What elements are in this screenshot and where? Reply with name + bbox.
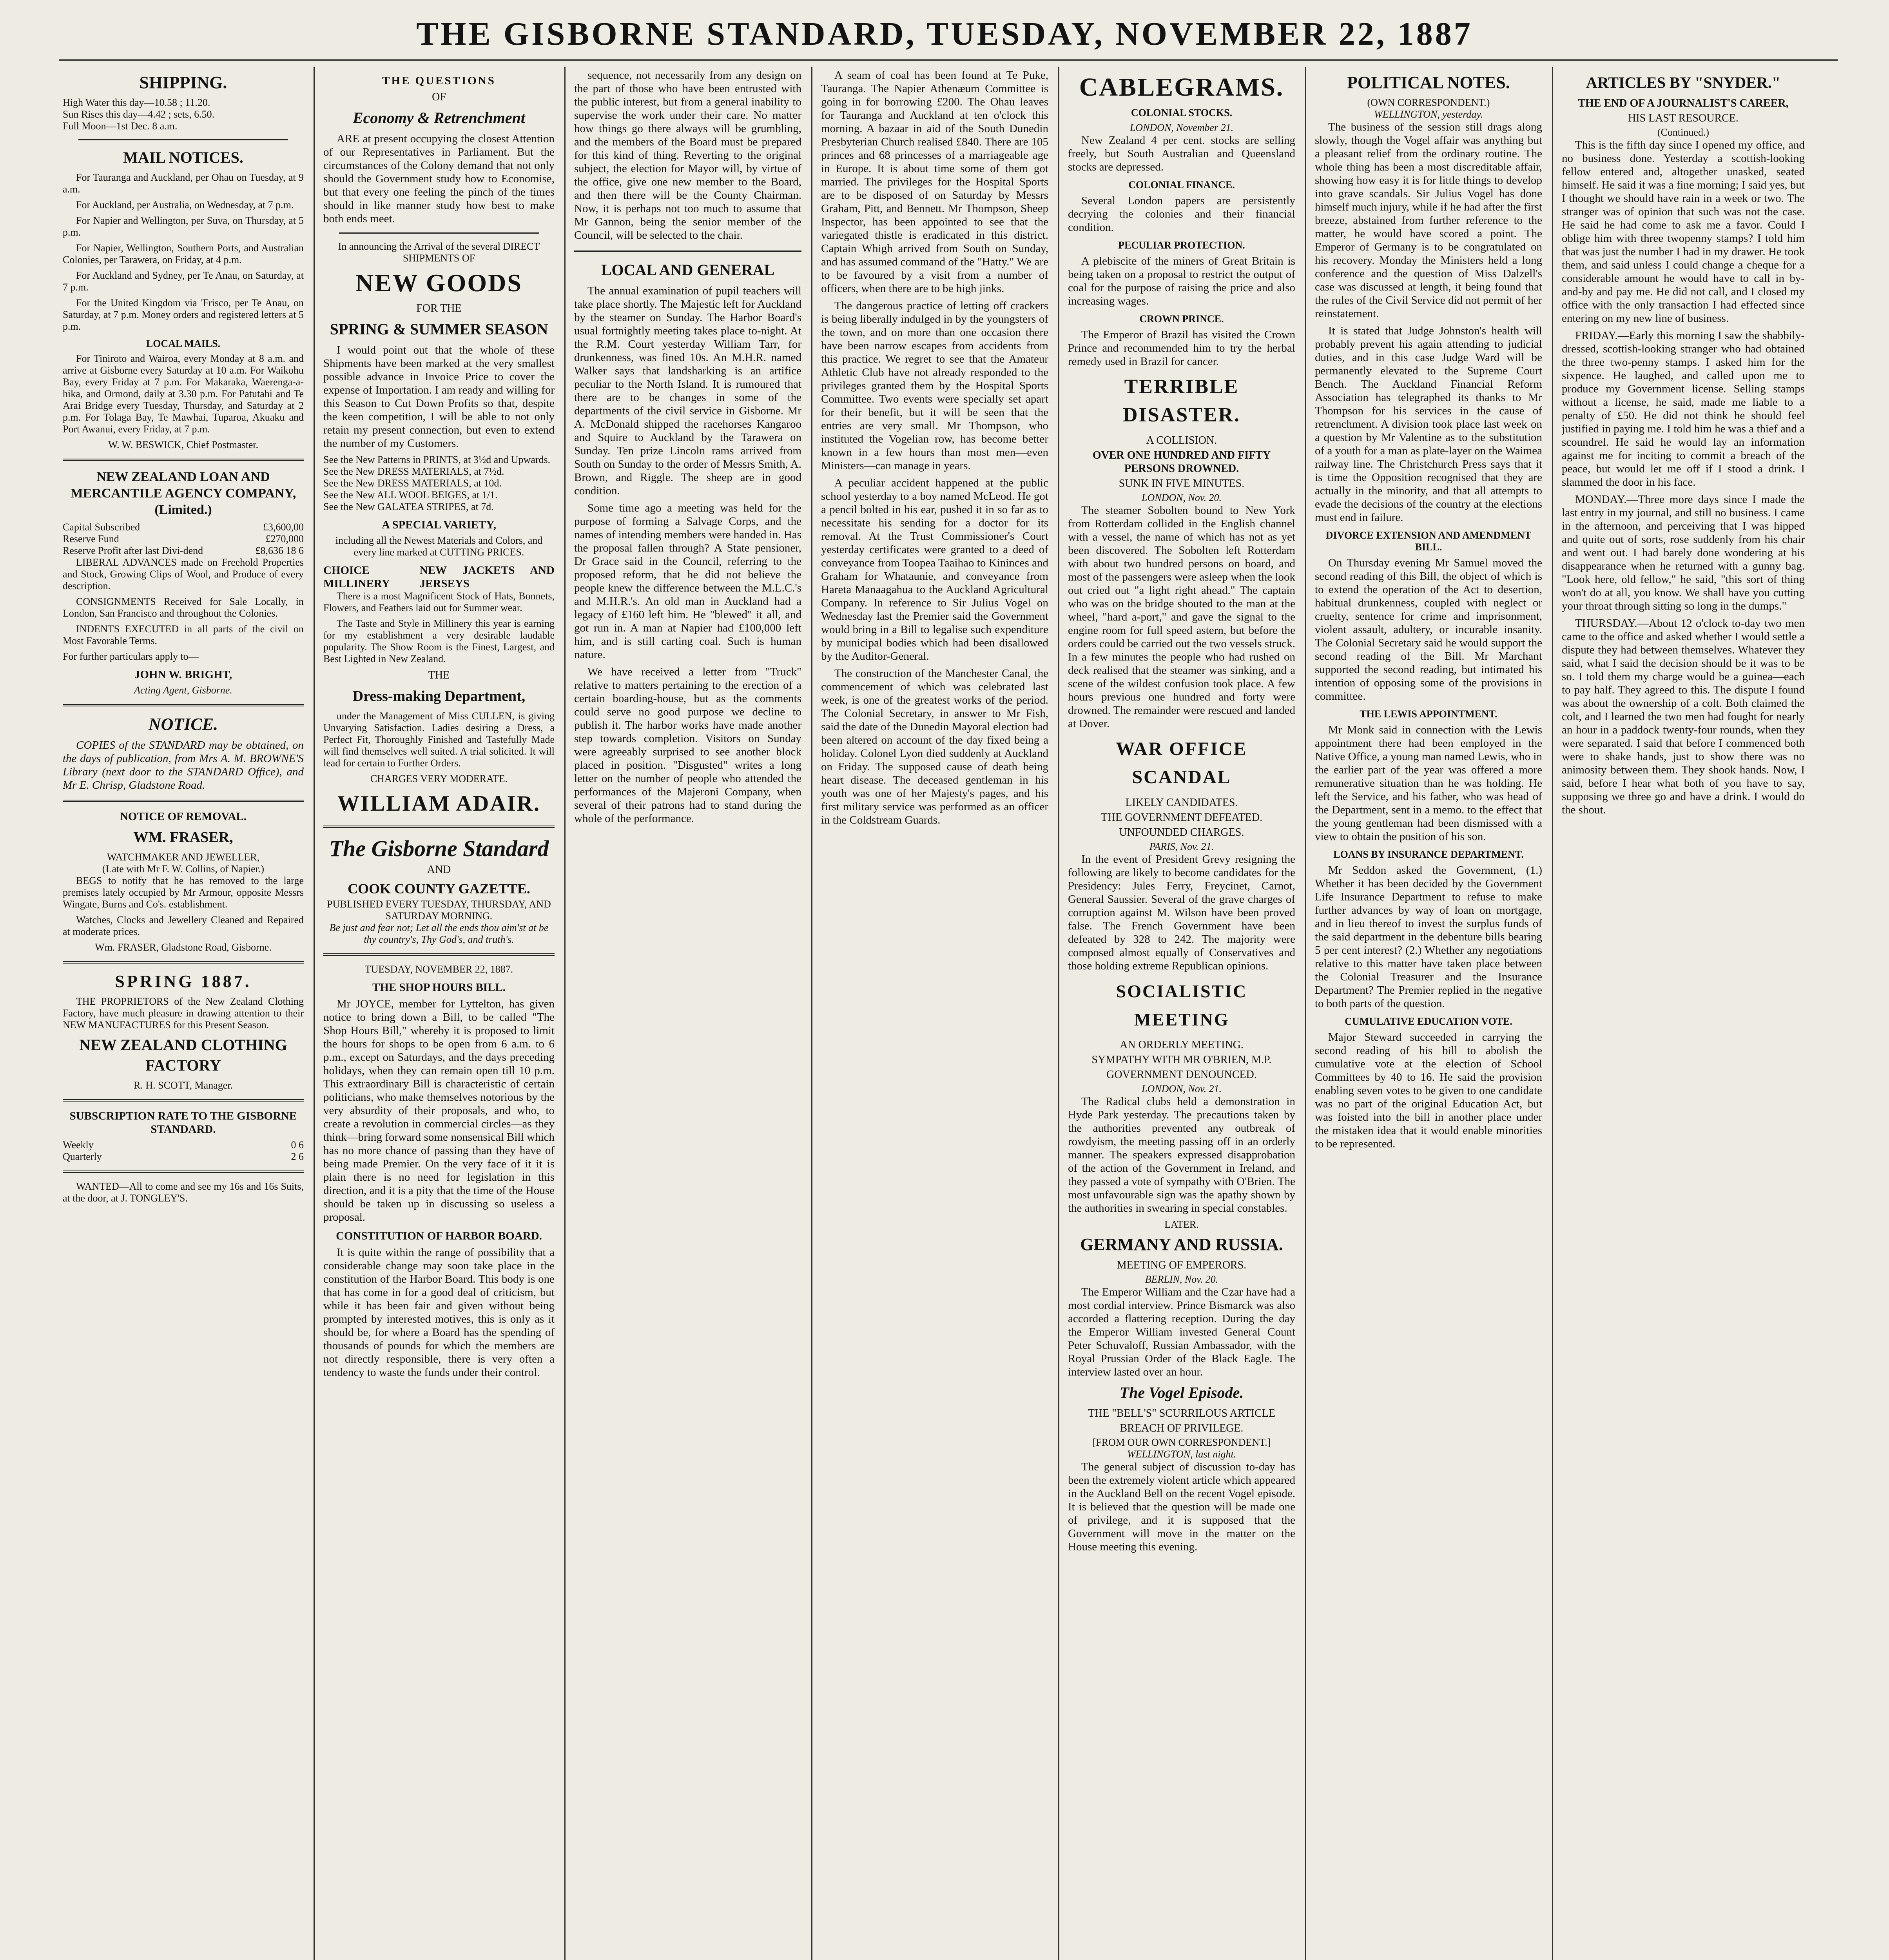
loans-text: Mr Seddon asked the Government, (1.) Whether it has been decided by the Government Life Insurance Department to refuse to make further advances by way of loan on mortgage, and in lieu thereof to invest the surplus funds of the said department in the debenture bills bearing 5 per cent interest? (2.) Whether any negotiations relative to this matter have taken place between the Colonial Treasurer and the Insurance Department? The Premier replied in the negative to both parts of the question. — [1315, 864, 1542, 1010]
pattern-line: See the New Patterns in PRINTS, at 3½d and Upwards. — [323, 454, 551, 465]
cumulative-text: Major Steward succeeded in carrying the second reading of his bill to abolish the cumulative vote at the election of School Committees by 40 to 16. He said the provision enabling seven votes to be given to one candidate was no part of the original Education Act, but was foisted into the bill in another place under the mistaken idea that it would enable minorities to be represented. — [1315, 1031, 1542, 1150]
subscription-row — [63, 1151, 304, 1163]
notice-text: COPIES of the STANDARD may be obtained, on the days of publication, from Mrs A. M. BROWNE'S Library (next door to the STANDARD Office), and Mr E. Chrisp, Gladstone Road. — [63, 739, 304, 791]
divider — [339, 232, 539, 234]
sub-value: 0 6 — [291, 1139, 304, 1151]
local-mails-heading: LOCAL MAILS. — [146, 338, 221, 349]
subscription-heading: SUBSCRIPTION RATE TO THE GISBORNE STANDARD. — [69, 1110, 297, 1136]
local-general-text: We have received a letter from "Truck" relative to matters pertaining to the erection of a certain boarding-house, but as the comments could serve no good purpose we decline to publish it. The harbor works have made another step towards completion. Visitors on Sunday were agreeably surprised to see another block placed in position. "Disgusted" writes a long letter on the number of people who attended the performances of the Majeroni Company, when several of their patrons had to stand during the whole of the performance. — [574, 666, 801, 825]
shop-hours-heading: THE SHOP HOURS BILL. — [372, 981, 506, 994]
announce-text: In announcing the Arrival of the several DIRECT SHIPMENTS OF — [338, 241, 540, 264]
divider — [323, 826, 555, 828]
pattern-line: See the New DRESS MATERIALS, at 7½d. — [323, 466, 504, 477]
local-general-text: Some time ago a meeting was held for the purpose of forming a Salvage Corps, and the names of intending members were handed in. Has the proposal fallen through? A State pensioner, Dr Grace said in the Council, referring to the proposed reform, that he did not believe the people knew the difference between the M.L.C.'s and M.H.R.'s. An old man in Auckland had a legacy of £160 left him. He "blewed" it all, and got run in. A man at Napier had £100,000 left him, and is still carting coal. Such is human nature. — [574, 502, 801, 661]
harbor-board-heading: CONSTITUTION OF HARBOR BOARD. — [336, 1230, 542, 1242]
season-heading: SPRING & SUMMER SEASON — [330, 320, 548, 338]
war-dateline: PARIS, Nov. 21. — [1149, 841, 1214, 852]
loans-heading: LOANS BY INSURANCE DEPARTMENT. — [1333, 849, 1524, 860]
divider — [78, 139, 288, 140]
later-text: LATER. — [1164, 1219, 1199, 1230]
local-mails-text: For Tiniroto and Wairoa, every Monday at 8 a.m. and arrive at Gisborne every Saturday at 10 a.m. For Waikohu Bay, every Friday at 7 p.m. For Makaraka, Waerenga-a-hika, and Ormond, daily at 3.30 p.m. For Patutahi and Te Arai Bridge every Tuesday, Thursday, and Saturday at 2 p.m. For Tolaga Bay, Te Mawhai, Tuparoa, Akuaku and Port Awanui, every Friday, at 7 p.m. — [63, 353, 304, 435]
vogel-text: The general subject of discussion to-day has been the extremely violent article which appeared in the Auckland Bell on the recent Vogel episode. It is believed that the question will be made one of privilege, and it is supposed that the Government will move in the matter on the House meeting this evening. — [1068, 1461, 1295, 1553]
sub-label: Weekly — [63, 1139, 94, 1151]
agent-role: Acting Agent, Gisborne. — [134, 684, 232, 696]
article-text: MONDAY.—Three more days since I made the last entry in my journal, and still no business. I came in the afternoon, and perceiving that I was hipped and quite out of sorts, rose suddenly from his chair and went out. I had barely done wondering at his disappearance when he returned with a gunny bag. "Look here, old fellow," he said, "this sort of thing won't do at all, you know. We shall have you cutting your throat through sitting so long in the dumps." — [1562, 493, 1805, 612]
dressmaking-text: under the Management of Miss CULLEN, is giving Unvarying Satisfaction. Ladies desiring a Dress, a Perfect Fit, Thoroughly Finished and Tastefully Made will find themselves well suited. A trial solicited. It will lead for certain to Further Orders. — [323, 710, 555, 769]
season-text: I would point out that the whole of these Shipments have been marked at the very smallest possible advance in Invoice Price to cover the expense of Importation. I am ready and willing for this Season to Cut Down Profits so that, despite the keen competition, I will be able to not only retain my present connection, but even to extend the number of my Customers. — [323, 344, 555, 450]
fraser-trade: WATCHMAKER AND JEWELLER, — [107, 851, 260, 863]
stocks-dateline: LONDON, November 21. — [1129, 122, 1234, 133]
divider — [63, 1099, 304, 1102]
shipping-heading: SHIPPING. — [139, 73, 227, 92]
column-rule — [811, 67, 812, 1960]
for-the-text: FOR THE — [416, 302, 462, 314]
local-general-text: A peculiar accident happened at the public school yesterday to a boy named McLeod. He got a pencil bolted in his ear, pushed it in so far as to necessitate his sending for a doctor for its removal. At the Trust Commissioner's Court yesterday certificates were granted to a deed of conveyance from Toopea Taaihao to Kininces and Graham for Whataunie, and conveyance from Hareta Manaagahua to the Auckland Agricultural Company. In reference to Sir Julius Vogel on Wednesday last the Premier said the Government would bring in a Bill to legalise such expenditure by municipal bodies which had been disallowed by the Auditor-General. — [821, 477, 1048, 662]
of-text: OF — [432, 91, 446, 103]
capital-label: Reserve Profit after last Divi-dend — [63, 545, 203, 556]
questions-heading: THE QUESTIONS — [382, 74, 496, 87]
nz-loan-heading: NEW ZEALAND LOAN AND MERCANTILE AGENCY COMPANY, (Limited.) — [70, 470, 296, 517]
column-7 — [1562, 69, 1805, 1960]
motto-text: Be just and fear not; Let all the ends thou aim'st at be thy country's, Thy God's, and truth's. — [329, 922, 549, 945]
shop-hours-text: Mr JOYCE, member for Lyttelton, has given notice to bring down a Bill, to be called "The Shop Hours Bill," whereby it is proposed to limit the hours for shops to be open from 6 a.m. to 6 p.m., except on Saturdays, and the days preceding holidays, when they can remain open till 10 p.m. This extraordinary Bill is characteristic of certain politicians, who make themselves notorious by the very absurdity of their proposals, and who, to create a revolution in commercial circles—as they think—bring forward some nonsensical Bill which has no more chance of passing than they have of being made Premier. On the very face of it it is plain there is no need for legislation in this direction, and it is a pity that the time of the House should be taken up in discussing so useless a proposal. — [323, 998, 555, 1223]
divider — [63, 1171, 304, 1173]
divider — [323, 953, 555, 956]
local-general-text: The construction of the Manchester Canal, the commencement of which was celebrated last week, is one of the greatest works of the period. The Colonial Secretary, in answer to Mr Fish, said the date of the Dunedin Mayoral election had been altered on account of the day fixed being a holiday. Colonel Lyon died suddenly at Auckland on Friday. The supposed cause of death being heart disease. The deceased gentleman in his youth was one of her Majesty's pages, and his first military service was performed as an officer in the Coldstream Guards. — [821, 667, 1048, 826]
finance-heading: COLONIAL FINANCE. — [1128, 179, 1235, 191]
disaster-text: The steamer Sobolten bound to New York from Rotterdam collided in the English channel with a vessel, the name of which has not as yet been discovered. The Sobolten left Rotterdam with about two hundred persons on board, and most of the passengers were asleep when the look out cried out "a light right ahead." The captain who was on the bridge shouted to the man at the wheel, "hard a-port," and gave the signal to the engine room for full speed astern, but before the orders could be carried out the two vessels struck. In a few minutes the people who had rushed on deck realised that the steamer was sinking, and a scene of the wildest confusion took place. A few hours previous one hundred and forty were drowned. The remainder were rescued and landed at Dover. — [1068, 504, 1295, 730]
divorce-heading: DIVORCE EXTENSION AND AMENDMENT BILL. — [1325, 530, 1532, 553]
capital-value: £3,600,00 — [263, 521, 304, 533]
local-general-text: The annual examination of pupil teachers will take place shortly. The Majestic left for Auckland by the steamer on Sunday. The Harbor Board's usual fortnightly meeting takes place to-night. At the R.M. Court yesterday William Tarr, for drunkenness, was fined 10s. An M.H.R. named Walker says that landsharking is an artifice peculiar to the North Island. It is rumoured that there are to be changes in some of the departments of the civil service in Gisborne. Mr A. McDonald shipped the racehorses Kangaroo and Squire to Auckland by the Tarawera on Sunday. Ten prize Lincoln rams arrived from South on Sunday to the order of Messrs Smith, A. Brown, and Riggle. The sheep are in good condition. — [574, 285, 801, 497]
collision-subhead: A COLLISION. — [1146, 434, 1217, 446]
millinery-label: CHOICE MILLINERY — [323, 564, 390, 590]
germany-russia-subhead: MEETING OF EMPERORS. — [1117, 1259, 1247, 1271]
capital-label: Reserve Fund — [63, 533, 119, 544]
pattern-line: See the New GALATEA STRIPES, at 7d. — [323, 501, 494, 512]
local-general-heading: LOCAL AND GENERAL — [601, 261, 775, 279]
capital-row — [63, 545, 304, 557]
disaster-heading: TERRIBLE DISASTER. — [1122, 376, 1241, 426]
disaster-dateline: LONDON, Nov. 20. — [1142, 492, 1222, 503]
factory-manager: R. H. SCOTT, Manager. — [134, 1080, 233, 1091]
divider — [63, 704, 304, 706]
articles-subhead: THE END OF A JOURNALIST'S CAREER, — [1578, 97, 1789, 109]
pattern-line: See the New ALL WOOL BEIGES, at 1/1. — [323, 489, 498, 501]
indents-text: INDENTS EXECUTED in all parts of the civil on Most Favorable Terms. — [63, 623, 304, 646]
masthead-rule — [59, 59, 1838, 61]
stocks-heading: COLONIAL STOCKS. — [1131, 107, 1233, 118]
war-subhead: UNFOUNDED CHARGES. — [1119, 826, 1244, 838]
articles-heading: ARTICLES BY "SNYDER." — [1586, 74, 1781, 91]
jackets-label: NEW JACKETS AND JERSEYS — [419, 564, 555, 590]
apply-text: For further particulars apply to— — [63, 651, 199, 662]
political-text: It is stated that Judge Johnston's health will probably prevent his again attending to judicial duties, and in this case Judge Ward will be permanently elevated to the Supreme Court Bench. The Auckland Financial Reform Association has telegraphed its thanks to Mr Thompson for his services in the cause of retrenchment. A division took place last week on a question by Mr Valentine as to the substitution of a youth for a man as plate-layer on the Waimea railway line. The Christchurch Press says that it is time the Opposition recognised that they are actually in the minority, and that all attempts to evade the decisions of the country at the elections must end in failure. — [1315, 325, 1542, 524]
mail-item: For Auckland and Sydney, per Te Anau, on Saturday, at 7 p.m. — [63, 270, 304, 293]
factory-heading: NEW ZEALAND CLOTHING FACTORY — [79, 1036, 287, 1074]
mail-item: For the United Kingdom via 'Frisco, per Te Anau, on Saturday, at 7 p.m. Money orders and registered letters at 5 p.m. — [63, 297, 304, 332]
germany-russia-text: The Emperor William and the Czar have had a most cordial interview. Prince Bismarck was also accorded a flattering reception. During the day the Emperor William invested General Count Peter Schuvaloff, Russian Ambassador, with the Royal Prussian Order of the Black Eagle. The interview lasted over an hour. — [1068, 1286, 1295, 1378]
column-rule — [1305, 67, 1306, 1960]
divider — [63, 961, 304, 964]
article-text: sequence, not necessarily from any design on the part of those who have been entrusted with the public interest, but from a general inability to supervise the work under their care. No matter how things go there always will be grumbling, and the members of the Board must be prepared for this kind of thing. Reverting to the original subject, the election for Mayor will, by virtue of the office, give one new member to the Board, and then there will be the County Chairman. Now, it is perhaps not too much to assume that Mr Gannon, being the senior member of the Council, will be selected to the chair. — [574, 69, 801, 241]
article-text: This is the fifth day since I opened my office, and no business done. Yesterday a scottish-looking fellow entered and, altogether unasked, seated himself. He said it was a fine morning; I said yes, but I thought we should have rain in a week or two. The stranger was of opinion that such was not the case. He said he had come to ask me a favor. Could I oblige him with three twopenny stamps? I told him that was just the number I had in my drawer. He took them, and said unless I could change a cheque for a considerable amount he would have to call in by-and-by and pay me. He did not call, and I closed my office with the only transaction I had effected since entering on my new line of business. — [1562, 139, 1805, 325]
socialistic-text: The Radical clubs held a demonstration in Hyde Park yesterday. The precautions taken by the authorities prevented any outbreak of rowdyism, the meeting passing off in an orderly manner. The speakers expressed disapprobation of the action of the Government in Ireland, and they passed a vote of sympathy with O'Brien. The most unfavourable sign was the apathy shown by the authorities in swearing in special constables. — [1068, 1095, 1295, 1214]
column-1 — [63, 69, 304, 1960]
taste-text: The Taste and Style in Millinery this year is earning for my establishment a very desirable laudable popularity. The Show Room is the Finest, Largest, and Best Lighted in New Zealand. — [323, 618, 555, 664]
spring-heading: SPRING 1887. — [115, 972, 252, 991]
local-general-text: The dangerous practice of letting off crackers is being liberally indulged in by the youngsters of the town, and on more than one occasion there have been narrow escapes from accidents from this practice. We regret to see that the Amateur Athletic Club have not already responded to the privileges granted them by the Hospital Sports Committee. Two events were specially set apart for their benefit, but it will be seen that the entries are very small. Mr Thompson, who instituted the Vogelian row, has become better known in a few hours than most men—even Ministers—can manage in years. — [821, 299, 1048, 472]
protection-text: A plebiscite of the miners of Great Britain is being taken on a proposal to restrict the output of coal for the purpose of raising the price and also increasing wages. — [1068, 255, 1295, 307]
divorce-text: On Thursday evening Mr Samuel moved the second reading of this Bill, the object of which is to extend the operation of the Act to desertion, habitual drunkenness, coupled with neglect or cruelty, sentence for crime and imprisonment, violent assault, adultery, or incurable insanity. The Colonial Secretary said he would support the second reading of the Bill. Mr Marchant supported the second reading, but intimated his intention of opposing some of the provisions in committee. — [1315, 557, 1542, 702]
charges-text: CHARGES VERY MODERATE. — [370, 773, 508, 784]
fraser-signature: Wm. FRASER, Gladstone Road, Gisborne. — [95, 942, 272, 953]
column-5 — [1068, 69, 1295, 1960]
column-rule — [314, 67, 315, 1960]
divider — [63, 459, 304, 461]
column-6 — [1315, 69, 1542, 1960]
dressmaking-heading: Dress-making Department, — [352, 688, 526, 704]
fraser-name: WM. FRASER, — [133, 829, 233, 846]
article-text: FRIDAY.—Early this morning I saw the shabbily-dressed, scottish-looking stranger who had obtained the three two-penny stamps. I asked him for the sixpence. He laughed, and called upon me to produce my Government license. Selling stamps without a license, he said, made me liable to a penalty of £50. He did not think he should feel justified in paying me. I told him he was a thief and a scoundrel. He said he would lay an information against me for inciting to commit a breach of the peace, but would let me off if I stood a drink. I slammed the door in his face. — [1562, 329, 1805, 488]
masthead — [0, 0, 1889, 59]
war-subhead: LIKELY CANDIDATES. — [1125, 797, 1238, 809]
subscription-row — [63, 1139, 304, 1151]
war-subhead: THE GOVERNMENT DEFEATED. — [1100, 811, 1263, 824]
political-correspondent: (OWN CORRESPONDENT.) — [1367, 97, 1490, 108]
column-rule — [564, 67, 566, 1960]
tide-line: Full Moon—1st Dec. 8 a.m. — [63, 120, 178, 132]
wanted-text: WANTED—All to come and see my 16s and 16s Suits, at the door, at J. TONGLEY'S. — [63, 1181, 304, 1204]
sub-label: Quarterly — [63, 1151, 102, 1162]
socialistic-subhead: GOVERNMENT DENOUNCED. — [1106, 1069, 1257, 1081]
sunk-subhead: SUNK IN FIVE MINUTES. — [1119, 477, 1245, 490]
issue-date: TUESDAY, NOVEMBER 22, 1887. — [364, 964, 513, 975]
vogel-heading: The Vogel Episode. — [1119, 1384, 1244, 1401]
variety-heading: A SPECIAL VARIETY, — [381, 519, 496, 531]
mail-item: For Napier, Wellington, Southern Ports, and Australian Colonies, per Tarawera, on Friday, at 4 p.m. — [63, 242, 304, 265]
economy-heading: Economy & Retrenchment — [353, 109, 525, 127]
mail-notices-heading: MAIL NOTICES. — [123, 149, 243, 166]
newspaper-title: THE GISBORNE STANDARD, TUESDAY, NOVEMBER 22, 1887 — [416, 16, 1473, 52]
capital-value: £270,000 — [265, 533, 304, 544]
drowned-subhead: OVER ONE HUNDRED AND FIFTY PERSONS DROWNED. — [1092, 449, 1271, 475]
gazette-heading: COOK COUNTY GAZETTE. — [348, 881, 530, 897]
removal-heading: NOTICE OF REMOVAL. — [120, 810, 247, 823]
tide-line: High Water this day—10.58 ; 11.20. — [63, 97, 210, 108]
sub-value: 2 6 — [291, 1151, 304, 1162]
and-text: AND — [427, 864, 451, 876]
socialistic-subhead: SYMPATHY WITH MR O'BRIEN, M.P. — [1091, 1054, 1272, 1066]
column-rule — [1058, 67, 1059, 1960]
fraser-late: (Late with Mr F. W. Collins, of Napier.) — [102, 863, 265, 875]
germany-russia-dateline: BERLIN, Nov. 20. — [1145, 1274, 1218, 1285]
socialistic-dateline: LONDON, Nov. 21. — [1142, 1083, 1222, 1094]
tide-line: Sun Rises this day—4.42 ; sets, 6.50. — [63, 109, 215, 120]
consignments-text: CONSIGNMENTS Received for Sale Locally, in London, San Francisco and throughout the Colonies. — [63, 596, 304, 619]
fraser-text: BEGS to notify that he has removed to the large premises lately occupied by Mr Armour, opposite Messrs Wingate, Burns and Co's. establishment. — [63, 875, 304, 910]
advances-text: LIBERAL ADVANCES made on Freehold Properties and Stock, Growing Clips of Wool, and Produce of every description. — [63, 557, 304, 592]
continued-text: (Continued.) — [1657, 127, 1710, 138]
divider — [63, 800, 304, 802]
millinery-row — [323, 564, 555, 590]
war-office-heading: WAR OFFICE SCANDAL — [1116, 739, 1247, 788]
lewis-heading: THE LEWIS APPOINTMENT. — [1360, 708, 1497, 720]
capital-value: £8,636 18 6 — [255, 545, 304, 556]
lewis-text: Mr Monk said in connection with the Lewis appointment there had been employed in the Native Office, a young man named Lewis, who in the earlier part of the year was offered a more remunerative situation than he was holding. He left the Service, and his father, who was head of the Department, sent in a memo. to the effect that the young gentleman had been dismissed with a view to obtain the position of his son. — [1315, 724, 1542, 843]
capital-row — [63, 521, 304, 533]
local-general-text: A seam of coal has been found at Te Puke, Tauranga. The Napier Athenæum Committee is going in for borrowing £200. The Ohau leaves for Tauranga and Auckland at ten o'clock this morning. A bazaar in aid of the South Dunedin Presbyterian Church realised £840. There are 105 princes and 68 princesses of a marriageable age in Europe. It is about time some of them got married. The privileges for the Hospital Sports are to be disposed of on Saturday by Messrs Graham, Pitt, and Bennett. Mr Thompson, Sheep Inspector, has been appointed to see that the variegated thistle is eradicated in this district. Captain Whigh arrived from South on Sunday, and has assumed command of the "Hatty." We are to be favoured by a visit from a number of officers, when there are to be high jinks. — [821, 69, 1048, 295]
article-text: THURSDAY.—About 12 o'clock to-day two men came to the office and asked whether I would settle a dispute they had between themselves. Whatever they said, what I said the decision should be it was to be so. I told them my charge would be a guinea—each to pay half. They agreed to this. The dispute I found was about the ownership of a colt. Both claimed the colt, and I learned the two men had fought for nearly an hour in a paddock twenty-four rounds, when they were separated. I said that before I commenced both were to shake hands, just to show there was no animosity between them. They shook hands. Now, I said, before I hear what both of you have to say, supposing we three go and have a drink. I would do the shout. — [1562, 617, 1805, 816]
political-notes-heading: POLITICAL NOTES. — [1347, 73, 1510, 92]
fraser-text: Watches, Clocks and Jewellery Cleaned and Repaired at moderate prices. — [63, 914, 304, 937]
socialistic-subhead: AN ORDERLY MEETING. — [1120, 1039, 1244, 1051]
column-3 — [574, 69, 801, 1960]
finance-text: Several London papers are persistently decrying the colonies and their financial condition. — [1068, 194, 1295, 234]
published-text: PUBLISHED EVERY TUESDAY, THURSDAY, AND SATURDAY MORNING. — [327, 898, 551, 922]
spring-text: THE PROPRIETORS of the New Zealand Clothing Factory, have much pleasure in drawing attention to their NEW MANUFACTURES for this Present Season. — [63, 996, 304, 1031]
agent-name: JOHN W. BRIGHT, — [134, 668, 232, 681]
mail-item: For Auckland, per Australia, on Wednesday, at 7 p.m. — [76, 199, 294, 211]
germany-russia-heading: GERMANY AND RUSSIA. — [1080, 1235, 1283, 1254]
crown-prince-text: The Emperor of Brazil has visited the Crown Prince and recommended him to try the herbal remedy used in Brazil for cancer. — [1068, 328, 1295, 368]
cumulative-heading: CUMULATIVE EDUCATION VOTE. — [1345, 1016, 1512, 1027]
correspondent-text: [FROM OUR OWN CORRESPONDENT.] — [1092, 1437, 1271, 1448]
column-4 — [821, 69, 1048, 1960]
economy-text: ARE at present occupying the closest Attention of our Representatives in Parliament. But the circumstances of the Colony demand that not only should the Government study how to Economise, but that every one feeling the pinch of the times should in like manner study how best to make both ends meet. — [323, 132, 555, 225]
stocks-text: New Zealand 4 per cent. stocks are selling freely, but South Australian and Queensland stocks are depressed. — [1068, 134, 1295, 173]
paper-nameplate: The Gisborne Standard — [329, 836, 549, 861]
political-dateline: WELLINGTON, yesterday. — [1374, 109, 1483, 120]
socialistic-heading: SOCIALISTIC MEETING — [1116, 981, 1247, 1029]
postmaster-signature: W. W. BESWICK, Chief Postmaster. — [108, 439, 259, 450]
capital-row — [63, 533, 304, 545]
harbor-board-text: It is quite within the range of possibility that a considerable change may soon take place in the constitution of the Harbor Board. This body is one that has come in for a good deal of criticism, but while it has been fair and given without being prompted by interested motives, this is only as it should be, for where a Board has the spending of thousands of pounds for which the members are not directly responsible, there is very often a tendency to waste the funds under their control. — [323, 1246, 555, 1379]
pattern-line: See the New DRESS MATERIALS, at 10d. — [323, 477, 502, 489]
millinery-text: There is a most Magnificent Stock of Hats, Bonnets, Flowers, and Feathers laid out for Summer wear. — [323, 590, 555, 613]
column-2 — [323, 69, 555, 1960]
political-text: The business of the session still drags along slowly, though the Vogel affair was anything but a pleasant relief from the ordinary routine. The whole thing has been a most discreditable affair, showing how easy it is for little things to develop into grave scandals. Sir Julius Vogel has done himself much injury, while if he had after the first breeze, abstained from further reference to the matter, he would have scored a point. The Emperor of Germany is to be congratulated on his recovery. Monday the Ministers held a long conference and the question of Miss Dalzell's case was discussed at length, it being found that the rules of the Civil Service did not permit of her reinstatement. — [1315, 121, 1542, 320]
war-text: In the event of President Grevy resigning the following are likely to become candidates for the Presidency: Jules Ferry, Freycinet, Carnot, General Saussier. Several of the grave charges of corruption against M. Wilson have been proved false. The French Government have been defeated by 328 to 242. The majority were composed almost equally of Conservatives and those holding extreme Republican opinions. — [1068, 853, 1295, 972]
adair-signature: WILLIAM ADAIR. — [337, 791, 541, 816]
the-text: THE — [428, 669, 450, 681]
crown-prince-heading: CROWN PRINCE. — [1139, 313, 1224, 325]
divider — [574, 250, 801, 252]
articles-subhead: HIS LAST RESOURCE. — [1628, 112, 1739, 124]
cablegrams-heading: CABLEGRAMS. — [1079, 73, 1284, 102]
variety-text: including all the Newest Materials and Colors, and every line marked at CUTTING PRICES. — [335, 535, 543, 558]
bells-subhead: THE "BELL'S" SCURRILOUS ARTICLE — [1088, 1407, 1276, 1419]
mail-item: For Napier and Wellington, per Suva, on Thursday, at 5 p.m. — [63, 215, 304, 238]
mail-item: For Tauranga and Auckland, per Ohau on Tuesday, at 9 a.m. — [63, 172, 304, 195]
protection-heading: PECULIAR PROTECTION. — [1118, 240, 1245, 251]
column-rule — [1552, 67, 1553, 1960]
notice-heading: NOTICE. — [148, 715, 218, 734]
capital-label: Capital Subscribed — [63, 521, 140, 533]
breach-subhead: BREACH OF PRIVILEGE. — [1120, 1422, 1244, 1434]
vogel-dateline: WELLINGTON, last night. — [1127, 1448, 1236, 1460]
new-goods-heading: NEW GOODS — [355, 269, 522, 297]
